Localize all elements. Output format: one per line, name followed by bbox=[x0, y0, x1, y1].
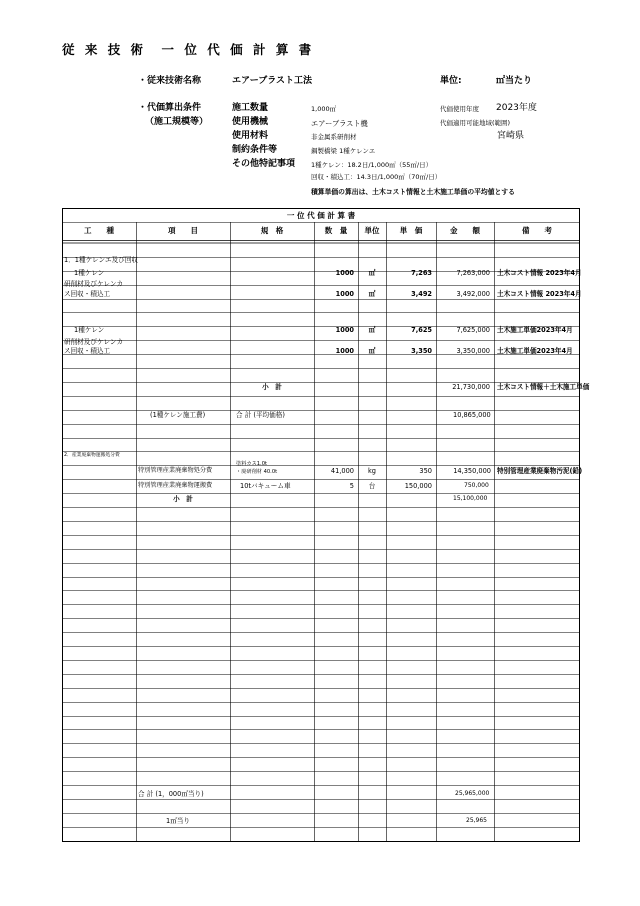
table-cell: 塗料カス1.0t bbox=[236, 461, 268, 467]
basis-sublabel: （施工規模等） bbox=[145, 117, 209, 127]
table-cell: 7,625 bbox=[411, 326, 432, 334]
table-cell: 3,492,000 bbox=[456, 290, 490, 298]
table-cell: 1000 bbox=[335, 326, 354, 334]
table-cell: 7,625,000 bbox=[456, 326, 490, 334]
table-title: 一 位 代 価 計 算 書 bbox=[286, 211, 356, 220]
table-cell: 特別管理産業廃棄物汚泥(鉛) bbox=[497, 467, 583, 475]
region-label: 代価適用可能地域(範囲) bbox=[440, 119, 511, 127]
basis-label: ・代価算出条件 bbox=[138, 103, 202, 113]
per-m2-amount: 25,965 bbox=[466, 817, 487, 824]
table-cell: 土木コスト情報 2023年4月 bbox=[497, 290, 582, 298]
calculation-note: 積算単価の算出は、土木コスト情報と土木施工単価の平均値とする bbox=[311, 188, 515, 196]
table-cell: 1種ケレン bbox=[74, 269, 105, 277]
table-cell: 研削材及びケレンカ bbox=[64, 338, 124, 346]
document-title: 従 来 技 術 一 位 代 価 計 算 書 bbox=[62, 42, 315, 57]
region-value: 宮崎県 bbox=[497, 131, 525, 141]
subtotal-label: 小 計 bbox=[173, 495, 193, 503]
table-cell: 3,350 bbox=[411, 347, 432, 355]
table-cell: 150,000 bbox=[404, 482, 432, 490]
constraint-value: 鋼製橋梁 1種ケレンエ bbox=[311, 147, 376, 155]
table-cell: 1000 bbox=[335, 347, 354, 355]
table-cell: ス回収・積込工 bbox=[64, 347, 111, 355]
table-cell: 土木施工単価2023年4月 bbox=[497, 347, 573, 355]
col-header-work-type: 工 種 bbox=[84, 226, 114, 235]
col-header-amount: 金 額 bbox=[450, 226, 480, 235]
total-amount: 25,965,000 bbox=[455, 790, 490, 797]
table-cell: 41,000 bbox=[330, 467, 354, 475]
table-cell: 3,492 bbox=[411, 290, 432, 298]
avg-item: (1種ケレン施工費) bbox=[150, 411, 206, 419]
machine-label: 使用機械 bbox=[232, 117, 269, 127]
col-header-remarks: 備 考 bbox=[522, 226, 552, 235]
table-cell: 特別管理産業廃棄物運搬費 bbox=[138, 482, 213, 489]
constraint-label: 制約条件等 bbox=[232, 145, 278, 155]
table-cell: 7,263,000 bbox=[456, 269, 490, 277]
table-cell: 1000 bbox=[335, 290, 354, 298]
table-cell: 土木施工単価2023年4月 bbox=[497, 326, 573, 334]
table-cell: 750,000 bbox=[464, 482, 489, 489]
per-m2-label: 1㎡当り bbox=[166, 817, 190, 825]
table-cell: 5 bbox=[349, 482, 354, 490]
tech-name-value: エアーブラスト工法 bbox=[232, 76, 313, 86]
year-label: 代価使用年度 bbox=[440, 105, 479, 113]
table-cell: 台 bbox=[368, 482, 376, 490]
subtotal-amount: 21,730,000 bbox=[452, 383, 490, 391]
table-cell: ・廃研削材 40.0t bbox=[236, 469, 278, 475]
other-value-2: 回収・積込工：14.3日/1,000㎡（70㎡/日） bbox=[311, 173, 442, 181]
qty-value: 1,000㎡ bbox=[311, 105, 337, 113]
col-header-spec: 規 格 bbox=[260, 226, 284, 235]
table-cell: 7,263 bbox=[411, 269, 432, 277]
table-cell: 350 bbox=[419, 467, 432, 475]
table-cell: ㎡ bbox=[368, 347, 376, 355]
tech-name-label: ・従来技術名称 bbox=[138, 76, 202, 86]
table-cell: 土木コスト情報 2023年4月 bbox=[497, 269, 582, 277]
col-header-unit: 単位 bbox=[364, 226, 380, 235]
table-cell: kg bbox=[367, 467, 376, 475]
table-cell: 3,350,000 bbox=[456, 347, 490, 355]
table-cell: ス回収・積込工 bbox=[64, 290, 111, 298]
col-header-unit-price: 単 価 bbox=[399, 226, 423, 235]
table-cell: 研削材及びケレンカ bbox=[64, 280, 124, 288]
unit-label: 単位: bbox=[440, 76, 462, 86]
subtotal-amount: 15,100,000 bbox=[453, 495, 488, 502]
machine-value: エアーブラスト機 bbox=[311, 119, 368, 128]
avg-amount: 10,865,000 bbox=[453, 411, 491, 419]
table-cell: 1000 bbox=[335, 269, 354, 277]
other-value-1: 1種ケレン：18.2日/1,000㎡（55㎡/日） bbox=[311, 161, 433, 169]
material-value: 非金属系研削材 bbox=[311, 133, 357, 141]
unit-value: ㎡当たり bbox=[496, 76, 533, 86]
subtotal-note: 土木コスト情報＋土木施工単価 bbox=[497, 383, 590, 391]
avg-label: 合 計 (平均価格) bbox=[236, 411, 285, 419]
material-label: 使用材料 bbox=[232, 131, 269, 141]
section-label: 1．1種ケレンエ及び回収 bbox=[64, 256, 139, 264]
subtotal-label: 小 計 bbox=[262, 383, 282, 391]
table-cell: 1種ケレン bbox=[74, 326, 105, 334]
section-label: 2．産業廃棄物運搬処分費 bbox=[64, 453, 120, 458]
table-cell: ㎡ bbox=[368, 290, 376, 298]
table-cell: 特別管理産業廃棄物処分費 bbox=[138, 467, 213, 474]
table-cell: 10tバキューム車 bbox=[240, 482, 291, 490]
col-header-quantity: 数 量 bbox=[324, 226, 348, 235]
col-header-item: 項 目 bbox=[168, 226, 198, 235]
total-label: 合 計 (1，000㎡当り) bbox=[138, 790, 204, 798]
table-cell: 14,350,000 bbox=[453, 467, 491, 475]
table-cell: ㎡ bbox=[368, 269, 376, 277]
other-label: その他特記事項 bbox=[232, 159, 296, 169]
year-value: 2023年度 bbox=[496, 103, 537, 113]
table-cell: ㎡ bbox=[368, 326, 376, 334]
qty-label: 施工数量 bbox=[232, 103, 269, 113]
